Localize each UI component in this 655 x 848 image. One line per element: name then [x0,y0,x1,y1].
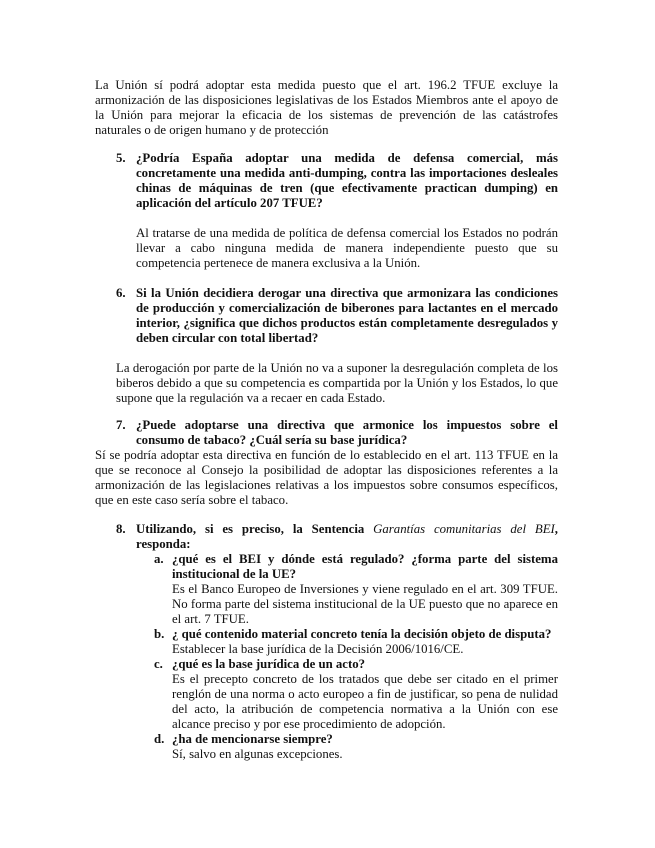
question-7-number: 7. [116,418,126,432]
item-d-letter: d. [154,732,165,746]
item-b-letter: b. [154,627,165,641]
question-8-number: 8. [116,522,126,536]
question-8-sentence-title: Garantías comunitarias del BEI [373,522,555,536]
question-5-text: ¿Podría España adoptar una medida de defensa comercial, más concretamente una medida anti-dumping, contra las importaciones desleales chinas de máquinas de tren (que efectivamente practican dumping) en aplicación del artículo 207 TFUE? [136,151,558,210]
answer-7-text: Sí se podría adoptar esta directiva en función de lo establecido en el art. 113 TFUE en la que se reconoce al Consejo la posibilidad de adoptar las disposiciones referentes a la armonización de las legislaciones relativas a los impuestos sobre consumos específicos, que en este caso sería sobre el tabaco. [95,448,558,507]
question-8-intro: Utilizando, si es preciso, la Sentencia [136,522,374,536]
answer-6-text: La derogación por parte de la Unión no va a suponer la desregulación completa de los biberos debido a que su competencia es compartida por la Unión y los Estados, lo que supone que la regulación va a recaer en cada Estado. [116,361,558,405]
item-a-letter: a. [154,552,164,566]
item-c-letter: c. [154,657,163,671]
question-8-text [136,522,558,552]
item-a-answer: Es el Banco Europeo de Inversiones y viene regulado en el art. 309 TFUE. No forma parte del sistema institucional de la UE puesto que no aparece en el art. 7 TFUE. [172,582,558,626]
question-7-text: ¿Puede adoptarse una directiva que armonice los impuestos sobre el consumo de tabaco? ¿Cuál sería su base jurídica? [136,418,558,447]
item-d-answer: Sí, salvo en algunas excepciones. [172,747,343,761]
item-b-answer: Establecer la base jurídica de la Decisión 2006/1016/CE. [172,642,464,656]
item-a-question: ¿qué es el BEI y dónde está regulado? ¿forma parte del sistema institucional de la UE? [172,552,558,581]
question-5-number: 5. [116,151,126,165]
item-c-answer: Es el precepto concreto de los tratados que debe ser citado en el primer renglón de una norma o acto europeo a fin de justificar, so pena de nulidad del acto, la atribución de competencia normativa a la Unión con ese alcance preciso y por ese procedimiento de adopción. [172,672,558,731]
item-b-question: ¿ qué contenido material concreto tenía la decisión objeto de disputa? [172,627,552,641]
question-6-text: Si la Unión decidiera derogar una directiva que armonizara las condiciones de producción y comercialización de biberones para lactantes en el mercado interior, ¿significa que dichos productos están completamente desregulados y deben circular con total libertad? [136,286,558,345]
question-8-intro-end: , responda: [136,522,558,551]
question-6-number: 6. [116,286,126,300]
answer-5-text: Al tratarse de una medida de política de defensa comercial los Estados no podrán llevar a cabo ninguna medida de manera independiente puesto que su competencia pertenece de manera exclusiva a la Unión. [136,226,558,270]
item-d-question: ¿ha de mencionarse siempre? [172,732,333,746]
intro-paragraph: La Unión sí podrá adoptar esta medida puesto que el art. 196.2 TFUE excluye la armonización de las disposiciones legislativas de los Estados Miembros ante el apoyo de la Unión para mejorar la eficacia de los sistemas de prevención de las catástrofes naturales o de origen humano y de protección [95,78,558,137]
item-c-question: ¿qué es la base jurídica de un acto? [172,657,366,671]
